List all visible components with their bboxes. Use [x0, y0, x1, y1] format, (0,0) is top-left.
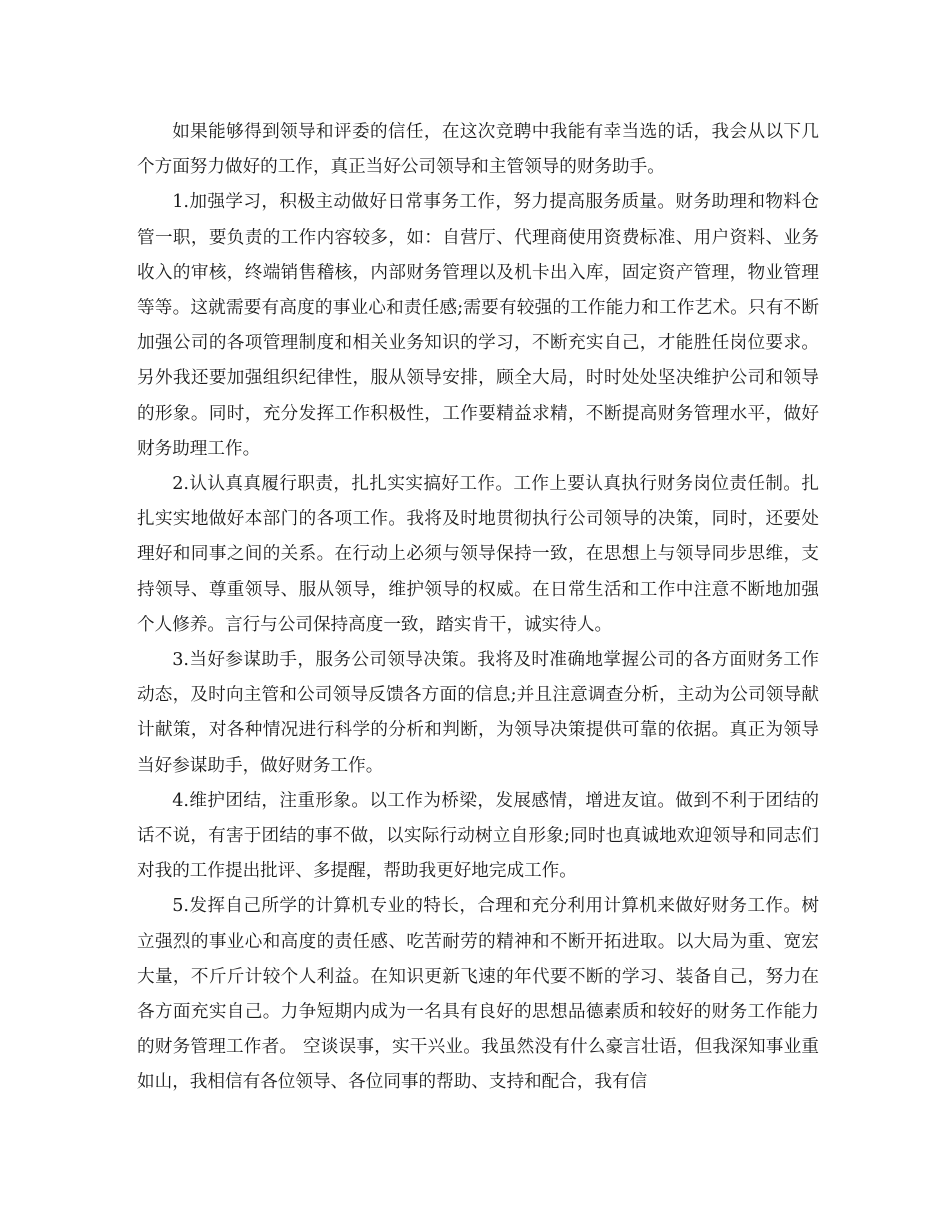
paragraph-item-4: 4.维护团结，注重形象。以工作为桥梁，发展感情，增进友谊。做到不利于团结的话不说，有害于团结的事不做，以实际行动树立自形象;同时也真诚地欢迎领导和同志们对我的工作提出批评、多提醒，帮助我更好地完成工作。 — [137, 790, 819, 882]
paragraph-item-2: 2.认认真真履行职责，扎扎实实搞好工作。工作上要认真执行财务岗位责任制。扎扎实实地做好本部门的各项工作。我将及时地贯彻执行公司领导的决策，同时，还要处理好和同事之间的关系。在行动上必须与领导保持一致，在思想上与领导同步思维，支持领导、尊重领导、服从领导，维护领导的权威。在日常生活和工作中注意不断地加强个人修养。言行与公司保持高度一致，踏实肯干，诚实待人。 — [137, 474, 819, 635]
document-body — [137, 115, 819, 1101]
paragraph-item-5: 5.发挥自己所学的计算机专业的特长，合理和充分利用计算机来做好财务工作。树立强烈的事业心和高度的责任感、吃苦耐劳的精神和不断开拓进取。以大局为重、宽宏大量，不斤斤计较个人利益。在知识更新飞速的年代要不断的学习、装备自己，努力在各方面充实自己。力争短期内成为一名具有良好的思想品德素质和较好的财务工作能力的财务管理工作者。 空谈误事，实干兴业。我虽然没有什么豪言壮语，但我深知事业重如山，我相信有各位领导、各位同事的帮助、支持和配合，我有信 — [137, 896, 819, 1093]
paragraph-intro: 如果能够得到领导和评委的信任，在这次竞聘中我能有幸当选的话，我会从以下几个方面努力做好的工作，真正当好公司领导和主管领导的财务助手。 — [137, 122, 819, 178]
paragraph-item-3: 3.当好参谋助手，服务公司领导决策。我将及时准确地掌握公司的各方面财务工作动态，及时向主管和公司领导反馈各方面的信息;并且注意调查分析，主动为公司领导献计献策，对各种情况进行科学的分析和判断，为领导决策提供可靠的依据。真正为领导当好参谋助手，做好财务工作。 — [137, 650, 819, 776]
paragraph-item-1: 1.加强学习，积极主动做好日常事务工作，努力提高服务质量。财务助理和物料仓管一职，要负责的工作内容较多，如：自营厅、代理商使用资费标准、用户资料、业务收入的审核，终端销售稽核，内部财务管理以及机卡出入库，固定资产管理，物业管理等等。这就需要有高度的事业心和责任感;需要有较强的工作能力和工作艺术。只有不断加强公司的各项管理制度和相关业务知识的学习，不断充实自己，才能胜任岗位要求。另外我还要加强组织纪律性，服从领导安排，顾全大局，时时处处坚决维护公司和领导的形象。同时，充分发挥工作积极性，工作要精益求精，不断提高财务管理水平，做好财务助理工作。 — [137, 192, 819, 459]
